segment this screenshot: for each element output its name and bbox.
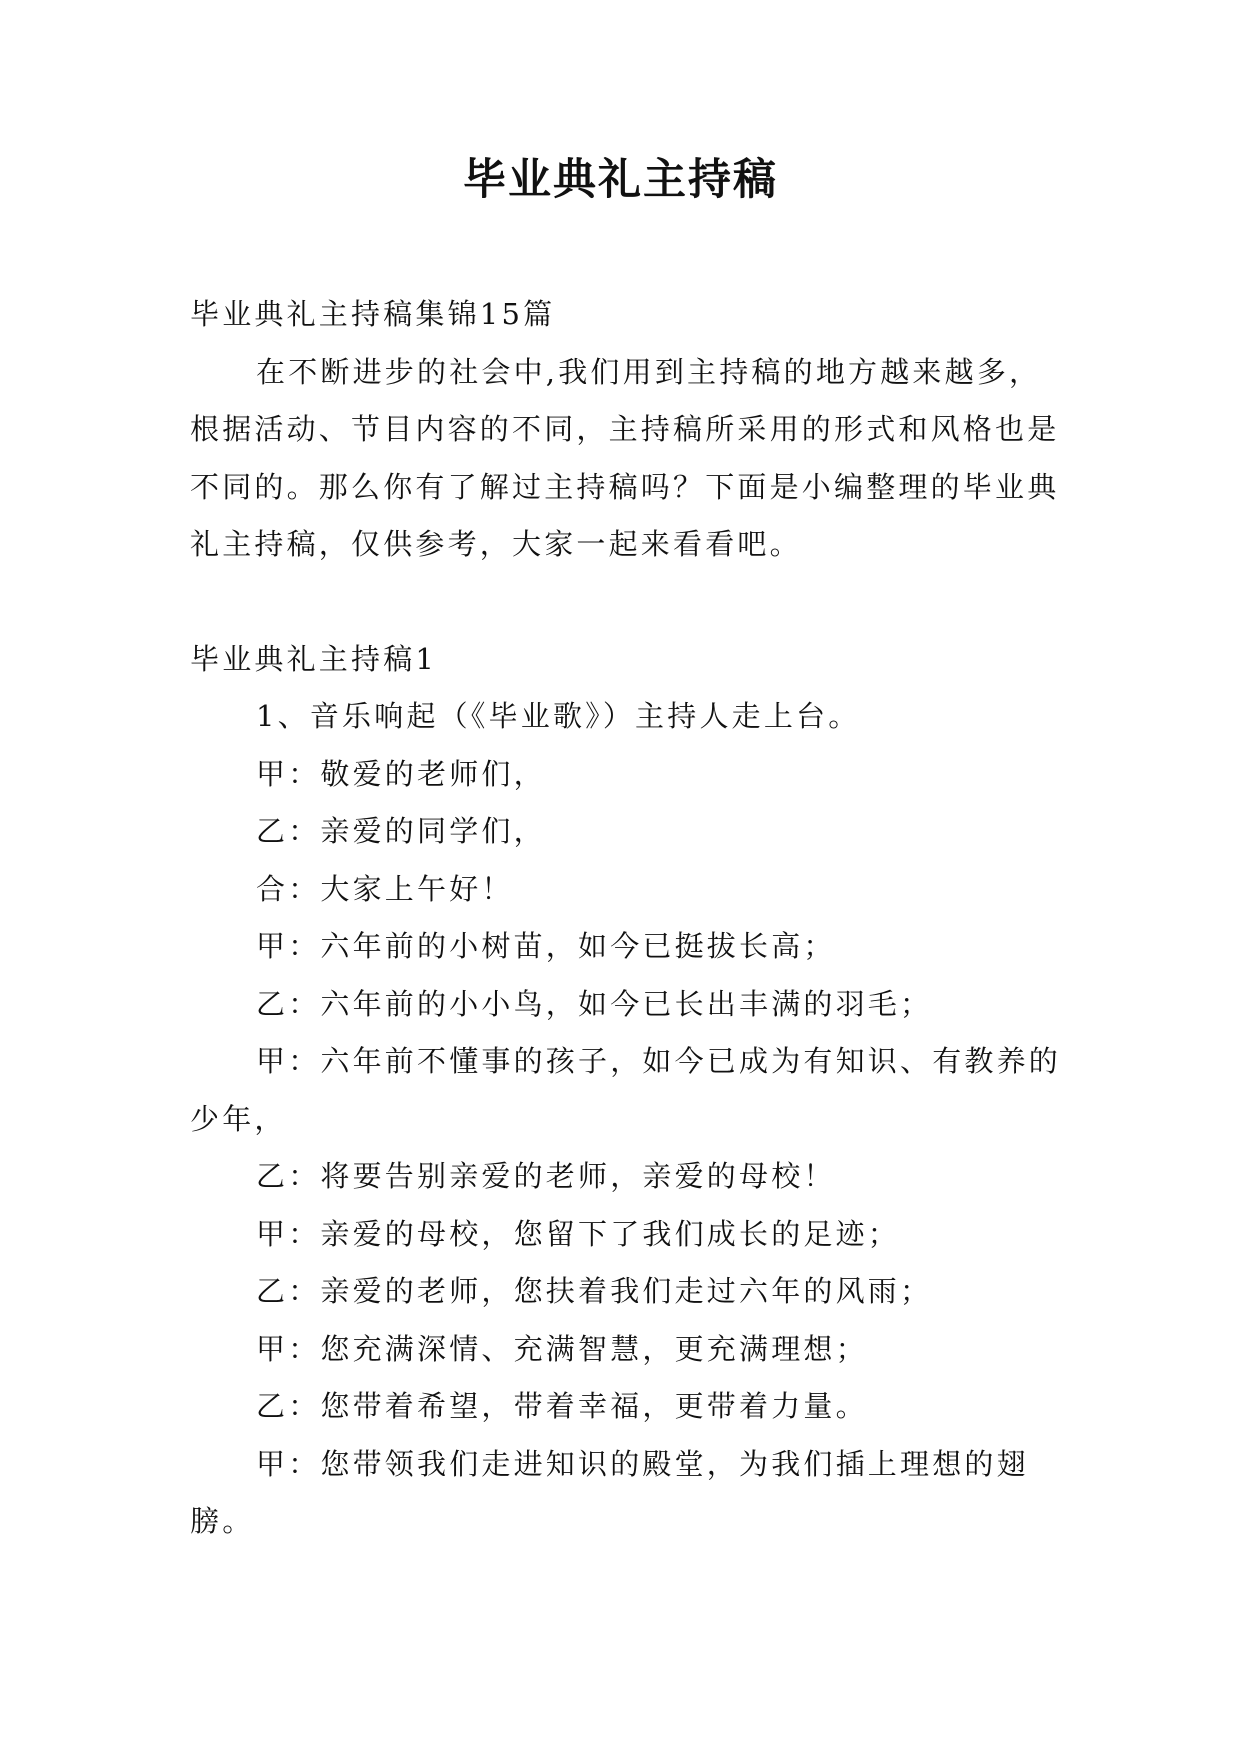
script-line: 甲：六年前的小树苗，如今已挺拔长高； bbox=[256, 929, 836, 963]
document-body bbox=[190, 286, 1062, 1551]
script-line: 乙：亲爱的同学们， bbox=[256, 814, 546, 848]
script-line: 甲：敬爱的老师们， bbox=[256, 756, 546, 791]
script-line: 1、音乐响起（《毕业歌》）主持人走上台。 bbox=[256, 699, 861, 733]
script-line: 乙：您带着希望，带着幸福，更带着力量。 bbox=[256, 1389, 868, 1423]
section-heading: 毕业典礼主持稿1 bbox=[190, 641, 438, 676]
script-line: 乙：六年前的小小鸟，如今已长出丰满的羽毛； bbox=[256, 986, 933, 1021]
script-line: 乙：将要告别亲爱的老师，亲爱的母校！ bbox=[256, 1159, 836, 1193]
intro-paragraph: 在不断进步的社会中,我们用到主持稿的地方越来越多，根据活动、节目内容的不同，主持稿所采用的形式和风格也是不同的。那么你有了解过主持稿吗？下面是小编整理的毕业典礼主持稿，仅供参考，大家一起来看看吧。 bbox=[190, 354, 1060, 561]
script-line: 甲：亲爱的母校，您留下了我们成长的足迹； bbox=[256, 1216, 901, 1251]
collection-subtitle: 毕业典礼主持稿集锦15篇 bbox=[190, 297, 556, 331]
script-line: 乙：亲爱的老师，您扶着我们走过六年的风雨； bbox=[256, 1274, 933, 1308]
script-line: 合：大家上午好！ bbox=[256, 871, 514, 906]
document-title: 毕业典礼主持稿 bbox=[463, 155, 778, 205]
script-line: 甲：您带领我们走进知识的殿堂，为我们插上理想的翅膀。 bbox=[190, 1446, 1029, 1538]
script-line: 甲：六年前不懂事的孩子，如今已成为有知识、有教养的少年， bbox=[190, 1044, 1062, 1136]
script-line: 甲：您充满深情、充满智慧，更充满理想； bbox=[256, 1331, 868, 1366]
